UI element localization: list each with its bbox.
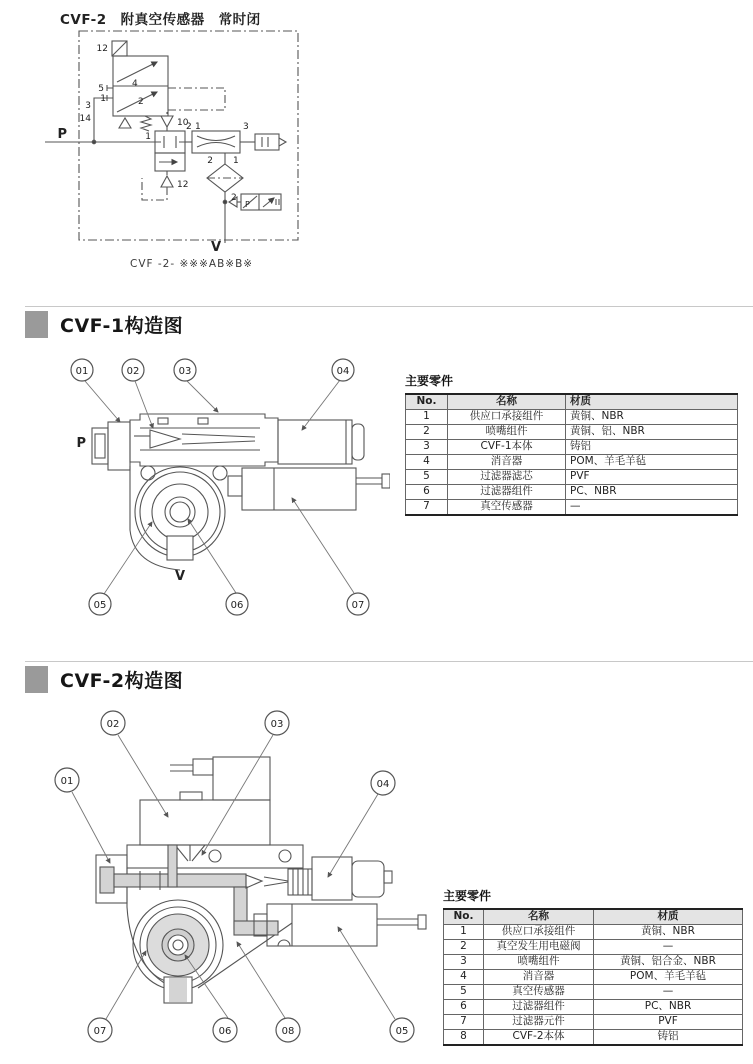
col-material: 材质	[594, 909, 743, 925]
circuit-label-p: P	[57, 127, 67, 142]
balloon-06	[226, 593, 248, 615]
circuit-label-3: 3	[85, 101, 91, 111]
svg-text:03: 03	[270, 719, 284, 730]
table-row: 7 过滤器元件 PVF	[444, 1015, 743, 1030]
balloon-07	[88, 1018, 112, 1042]
muffler-icon	[255, 134, 286, 150]
table-row: 5 真空传感器 —	[444, 985, 743, 1000]
table-row: 3 喷嘴组件 黄铜、铝合金、NBR	[444, 955, 743, 970]
svg-text:05: 05	[395, 1026, 409, 1037]
balloon-02	[101, 711, 125, 735]
svg-text:02: 02	[126, 366, 140, 377]
section2-heading: CVF-2构造图	[60, 670, 184, 692]
circuit-label-vent3: 3	[243, 122, 249, 132]
section-marker	[25, 311, 48, 338]
table-row: 3 CVF-1本体 铸铝	[406, 440, 738, 455]
cvf2-drawing	[96, 757, 426, 1003]
venturi-block	[192, 131, 240, 153]
section-divider	[25, 306, 753, 307]
circuit-label-f1: 1	[233, 156, 239, 166]
svg-text:05: 05	[93, 600, 107, 611]
balloon-08	[276, 1018, 300, 1042]
table-row: 1 供应口承接组件 黄铜、NBR	[406, 410, 738, 425]
circuit-label-f2a: 2	[207, 156, 213, 166]
col-no: No.	[406, 394, 448, 410]
cvf1-port-v-label: V	[174, 569, 186, 584]
supply-valve	[155, 131, 185, 171]
cvf1-structure-figure	[30, 352, 390, 624]
circuit-label-2: 2	[138, 97, 144, 107]
balloon-05	[89, 593, 111, 615]
cvf2-circuit-diagram	[45, 30, 360, 252]
svg-text:06: 06	[230, 600, 244, 611]
circuit-label-4: 4	[132, 79, 138, 89]
balloon-02	[122, 359, 144, 381]
svg-text:07: 07	[93, 1026, 107, 1037]
table-row: 6 过滤器组件 PC、NBR	[444, 1000, 743, 1015]
section-divider	[25, 661, 753, 662]
cvf1-parts-heading: 主要零件	[405, 374, 454, 388]
circuit-boundary	[79, 31, 298, 240]
table-row: 8 CVF-2本体 铸铝	[444, 1030, 743, 1046]
cvf2-structure-figure	[30, 695, 445, 1064]
table-row: 5 过滤器滤芯 PVF	[406, 470, 738, 485]
svg-text:04: 04	[376, 779, 390, 790]
circuit-label-sv1: 1	[145, 132, 151, 142]
col-no: No.	[444, 909, 484, 925]
circuit-label-1: 1	[100, 94, 106, 104]
circuit-label-14: 14	[79, 114, 91, 124]
svg-text:02: 02	[106, 719, 120, 730]
balloon-07	[347, 593, 369, 615]
circuit-label-switch-p: P	[245, 200, 250, 209]
cvf2-parts-heading: 主要零件	[443, 889, 492, 903]
cvf2-parts-block	[443, 887, 743, 1046]
section-marker	[25, 666, 48, 693]
cvf1-leader-lines	[85, 380, 354, 594]
page-title: CVF-2 附真空传感器 常时闭	[60, 12, 261, 28]
model-code: CVF -2- ※※※AB※B※	[130, 258, 254, 270]
col-name: 名称	[448, 394, 566, 410]
table-row: 2 喷嘴组件 黄铜、铝、NBR	[406, 425, 738, 440]
svg-text:04: 04	[336, 366, 350, 377]
svg-text:03: 03	[178, 366, 192, 377]
svg-text:01: 01	[75, 366, 89, 377]
svg-text:06: 06	[218, 1026, 232, 1037]
cvf1-port-p-label: P	[76, 436, 86, 451]
check-valve-12-icon	[142, 171, 173, 200]
table-header-row	[406, 394, 738, 410]
circuit-label-v: V	[210, 240, 221, 252]
table-row: 7 真空传感器 —	[406, 500, 738, 516]
cvf1-drawing	[92, 414, 390, 570]
table-row: 2 真空发生用电磁阀 —	[444, 940, 743, 955]
svg-text:01: 01	[60, 776, 74, 787]
balloon-04	[371, 771, 395, 795]
circuit-label-12b: 12	[177, 180, 189, 190]
balloon-01	[71, 359, 93, 381]
col-name: 名称	[484, 909, 594, 925]
svg-text:08: 08	[281, 1026, 295, 1037]
circuit-label-10: 10	[177, 118, 189, 128]
circuit-label-sv2: 2	[186, 122, 192, 132]
table-header-row	[444, 909, 743, 925]
table-row: 4 消音器 POM、羊毛羊毡	[406, 455, 738, 470]
balloon-04	[332, 359, 354, 381]
balloon-01	[55, 768, 79, 792]
check-valve-10-icon	[161, 116, 173, 127]
table-row: 1 供应口承接组件 黄铜、NBR	[444, 925, 743, 940]
balloon-06	[213, 1018, 237, 1042]
circuit-label-f2b: 2	[231, 193, 237, 203]
cvf2-parts-table	[443, 908, 743, 1046]
balloon-03	[265, 711, 289, 735]
circuit-label-12: 12	[96, 44, 108, 54]
balloon-05	[390, 1018, 414, 1042]
cvf1-parts-table	[405, 393, 738, 516]
col-material: 材质	[566, 394, 738, 410]
table-row: 4 消音器 POM、羊毛羊毡	[444, 970, 743, 985]
cvf1-parts-block	[405, 372, 738, 516]
svg-text:07: 07	[351, 600, 365, 611]
circuit-label-vent1: 1	[195, 122, 201, 132]
table-row: 6 过滤器组件 PC、NBR	[406, 485, 738, 500]
section1-heading: CVF-1构造图	[60, 315, 184, 337]
pilot-line	[167, 88, 225, 116]
balloon-03	[174, 359, 196, 381]
circuit-label-5: 5	[98, 84, 104, 94]
